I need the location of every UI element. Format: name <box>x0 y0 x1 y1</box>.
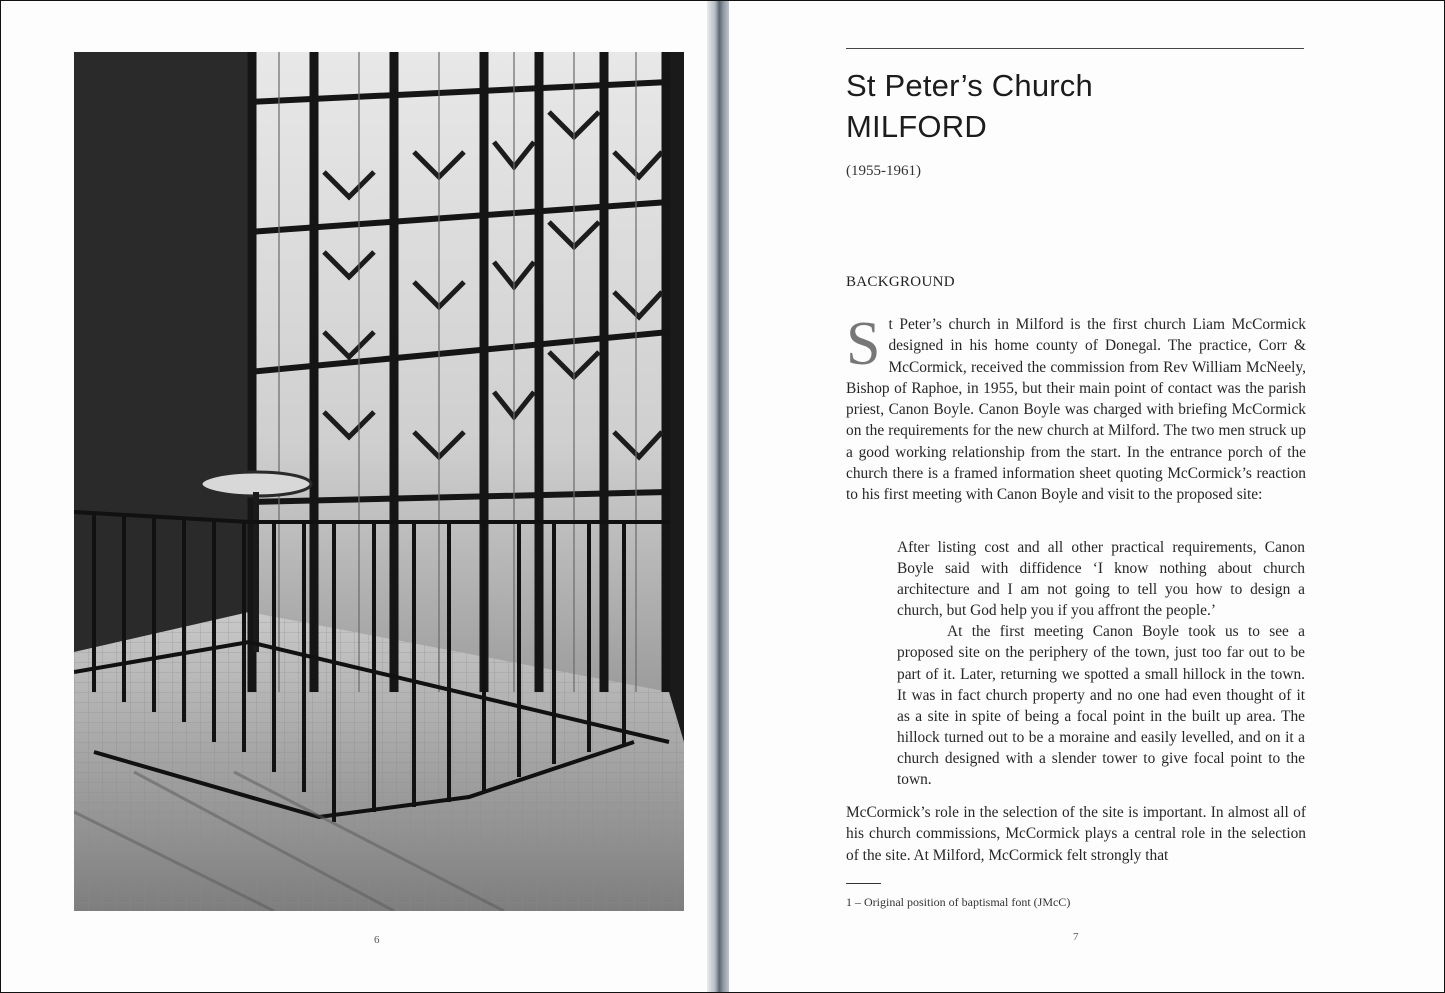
right-page-number: 7 <box>1073 931 1079 943</box>
right-page <box>729 1 1444 992</box>
block-quote <box>897 537 1305 790</box>
stained-glass-photo <box>74 52 684 911</box>
quote-paragraph-1: After listing cost and all other practical requirements, Canon Boyle said with diffidence ‘I know nothing about church architecture and I am not going to tell you how to design a church, but God help you if you affront the people.’ <box>897 539 1305 620</box>
photo-illustration <box>74 52 684 911</box>
left-page <box>1 1 713 992</box>
paragraph-1 <box>846 310 1306 506</box>
chapter-title <box>846 65 1093 147</box>
footnote: 1 – Original position of baptismal font (JMcC) <box>846 895 1071 909</box>
title-line-1: St Peter’s Church <box>846 68 1093 103</box>
drop-cap: S <box>846 310 881 378</box>
footnote-rule <box>846 883 881 884</box>
header-rule <box>846 48 1304 49</box>
title-line-2: MILFORD <box>846 109 987 144</box>
date-range: (1955-1961) <box>846 163 921 179</box>
left-page-number: 6 <box>374 934 380 946</box>
section-heading: BACKGROUND <box>846 274 955 290</box>
quote-paragraph-2: At the first meeting Canon Boyle took us to see a proposed site on the periphery of the town, just too far out to be part of it. Later, returning we spotted a small hillock in the town. It was in fact church property and no one had even thought of it as a site in spite of being a focal point in the built up area. The hillock turned out to be a moraine and easily levelled, and on it a church designed with a slender tower to give focal point to the town. <box>897 623 1305 789</box>
paragraph-1-text: t Peter’s church in Milford is the first church Liam McCormick designed in his home county of Donegal. The practice, Corr & McCormick, received the commission from Rev William McNeely, Bishop of Raphoe, in 1955, but their main point of contact was the parish priest, Canon Boyle. Canon Boyle was charged with briefing McCormick on the requirements for the new church at Milford. The two men struck up a good working relationship from the start. In the entrance porch of the church there is a framed information sheet quoting McCormick’s reaction to his first meeting with Canon Boyle and visit to the proposed site: <box>846 316 1306 504</box>
paragraph-2: McCormick’s role in the selection of the site is important. In almost all of his church commissions, McCormick plays a central role in the selection of the site. At Milford, McCormick felt strongly that <box>846 804 1306 864</box>
